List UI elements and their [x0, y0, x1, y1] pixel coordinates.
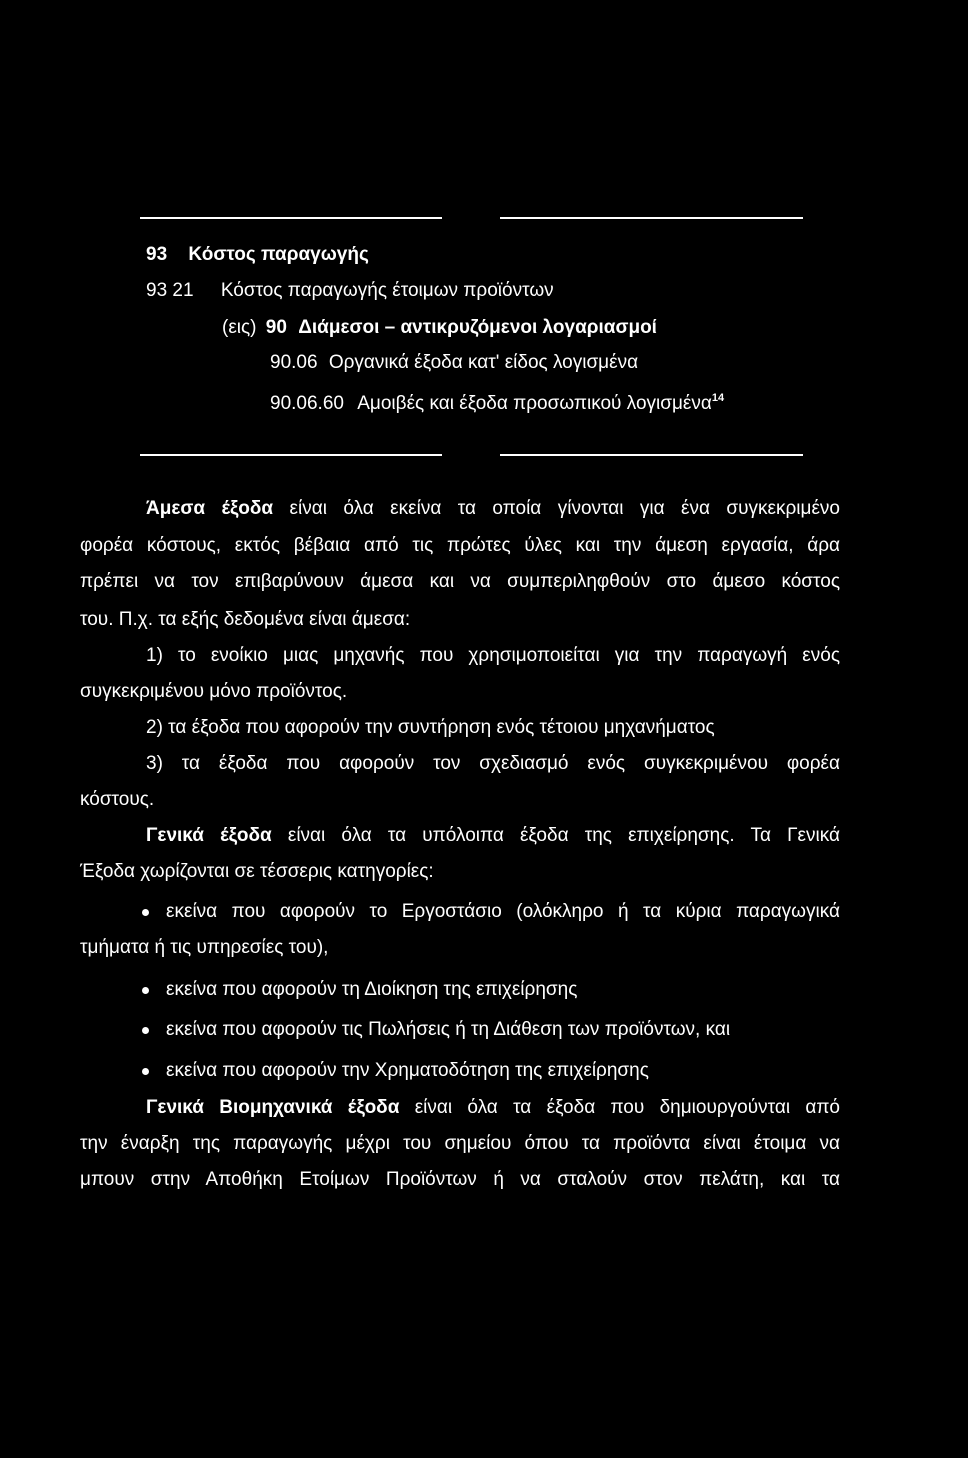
- paragraph-text: είναι όλα τα έξοδα που δημιουργούνται από: [414, 1097, 840, 1118]
- journal-top-rule-right: [500, 217, 803, 219]
- bullet-3: εκείνα που αφορούν τις Πωλήσεις ή τη Διάθεση των προϊόντων, και: [166, 1019, 731, 1040]
- item-1-line-2: συγκεκριμένου μόνο προϊόντος.: [80, 681, 348, 702]
- account-93-row: [146, 244, 369, 266]
- account-code: 90: [265, 317, 287, 338]
- account-code: 93 21: [146, 280, 194, 301]
- bullet-1-line-1: εκείνα που αφορούν το Εργοστάσιο (ολόκληρο ή τα κύρια παραγωγικά: [166, 901, 840, 922]
- account-title: Κόστος παραγωγής έτοιμων προϊόντων: [220, 280, 554, 301]
- bullet-icon: [142, 987, 149, 994]
- direct-costs-line-3: πρέπει να τον επιβαρύνουν άμεσα και να συμπεριληφθούν στο άμεσο κόστος: [80, 571, 840, 592]
- account-title: Οργανικά έξοδα κατ' είδος λογισμένα: [328, 352, 639, 373]
- item-3-line-1: 3) τα έξοδα που αφορούν τον σχεδιασμό ενός συγκεκριμένου φορέα: [146, 753, 840, 774]
- general-costs-term: Γενικά έξοδα: [146, 825, 272, 846]
- journal-top-rule-left: [140, 217, 442, 219]
- direct-costs-line-4: του. Π.χ. τα εξής δεδομένα είναι άμεσα:: [80, 609, 411, 630]
- item-2: 2) τα έξοδα που αφορούν την συντήρηση ενός τέτοιου μηχανήματος: [146, 717, 715, 738]
- paragraph-text: είναι όλα τα υπόλοιπα έξοδα της επιχείρησης. Τα Γενικά: [287, 825, 840, 846]
- account-code: 90.06.60: [270, 393, 344, 414]
- bullet-icon: [142, 909, 149, 916]
- account-900660-row: [270, 387, 724, 415]
- account-90-row: [222, 317, 657, 339]
- industrial-costs-line-2: την έναρξη της παραγωγής μέχρι του σημείου όπου τα προϊόντα είναι έτοιμα να: [80, 1133, 840, 1154]
- account-9006-row: [270, 352, 638, 374]
- bullet-icon: [142, 1027, 149, 1034]
- bullet-2: εκείνα που αφορούν τη Διοίκηση της επιχείρησης: [166, 979, 578, 1000]
- general-costs-line-2: Έξοδα χωρίζονται σε τέσσερις κατηγορίες:: [80, 861, 434, 882]
- direct-costs-term: Άμεσα έξοδα: [146, 498, 274, 519]
- account-title: Κόστος παραγωγής: [188, 244, 369, 265]
- bullet-4: εκείνα που αφορούν την Χρηματοδότηση της επιχείρησης: [166, 1060, 649, 1081]
- account-title: Διάμεσοι – αντικρυζόμενοι λογαριασμοί: [298, 317, 657, 338]
- item-1-line-1: 1) το ενοίκιο μιας μηχανής που χρησιμοποιείται για την παραγωγή ενός: [146, 645, 840, 666]
- journal-bottom-rule-left: [140, 454, 442, 456]
- credit-prefix: (εις): [222, 317, 257, 338]
- footnote-marker: 14: [711, 392, 725, 404]
- direct-costs-line-1: [146, 498, 840, 520]
- account-code: 93: [146, 244, 168, 265]
- industrial-costs-term: Γενικά Βιομηχανικά έξοδα: [146, 1097, 400, 1118]
- account-code: 90.06: [270, 352, 318, 373]
- direct-costs-line-2: φορέα κόστους, εκτός βέβαια από τις πρώτες ύλες και την άμεση εργασία, άρα: [80, 535, 840, 556]
- bullet-1-line-2: τμήματα ή τις υπηρεσίες του),: [80, 937, 329, 958]
- industrial-costs-line-1: [146, 1097, 840, 1119]
- account-title: Αμοιβές και έξοδα προσωπικού λογισμένα: [357, 393, 712, 414]
- general-costs-line-1: [146, 825, 840, 847]
- industrial-costs-line-3: μπουν στην Αποθήκη Ετοίμων Προϊόντων ή να σταλούν στον πελάτη, και τα: [80, 1169, 840, 1190]
- item-3-line-2: κόστους.: [80, 789, 155, 810]
- account-9321-row: [146, 280, 554, 302]
- bullet-icon: [142, 1068, 149, 1075]
- journal-bottom-rule-right: [500, 454, 803, 456]
- paragraph-text: είναι όλα εκείνα τα οποία γίνονται για ένα συγκεκριμένο: [289, 498, 840, 519]
